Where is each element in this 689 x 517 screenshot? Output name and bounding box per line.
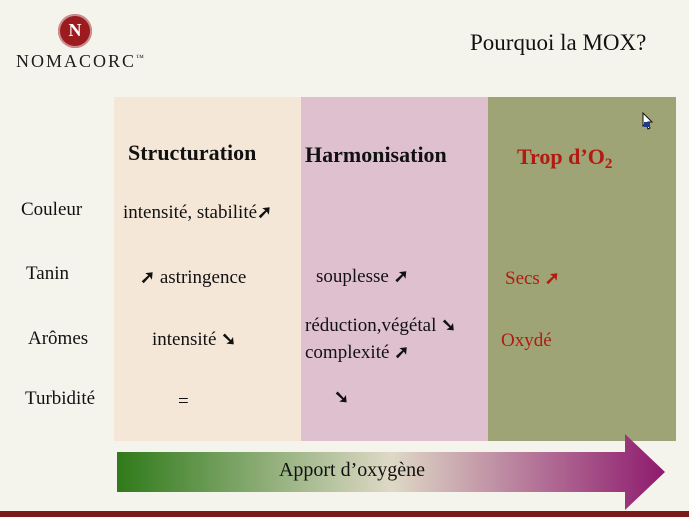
oxygen-arrow-label: Apport d’oxygène bbox=[278, 459, 426, 481]
cell-text: Secs bbox=[505, 268, 540, 289]
brand-name bbox=[16, 51, 146, 72]
arrow-up-icon: ➚ bbox=[257, 202, 273, 222]
cell-tanin-harmonisation bbox=[316, 266, 409, 288]
arrow-down-icon: ➘ bbox=[441, 315, 457, 335]
arrow-up-icon: ➚ bbox=[544, 268, 560, 288]
arrow-down-icon: ➘ bbox=[334, 387, 350, 407]
brand-text: NOMACORC bbox=[16, 51, 137, 71]
cell-turbidite-structuration: = bbox=[178, 391, 189, 412]
trademark-mark: ™ bbox=[136, 53, 146, 62]
row-label-turbidite: Turbidité bbox=[25, 388, 96, 409]
arrow-up-icon: ➚ bbox=[394, 342, 410, 362]
footer-divider bbox=[0, 511, 689, 517]
row-label-aromes: Arômes bbox=[28, 328, 89, 349]
header-trop-o2 bbox=[517, 144, 612, 173]
header-harmonisation: Harmonisation bbox=[305, 142, 447, 167]
cell-tanin-structuration bbox=[140, 267, 246, 289]
mouse-cursor-icon bbox=[642, 112, 654, 130]
cell-text: intensité, stabilité bbox=[123, 202, 258, 223]
cell-text: intensité bbox=[152, 329, 217, 350]
cell-text: complexité bbox=[305, 342, 390, 363]
cell-aromes-harmonisation-line1 bbox=[305, 315, 456, 337]
arrow-up-icon: ➚ bbox=[393, 266, 409, 286]
header-trop-o2-sub: 2 bbox=[604, 156, 613, 172]
cell-aromes-structuration bbox=[152, 329, 236, 351]
header-structuration: Structuration bbox=[128, 140, 257, 165]
cell-aromes-trop-o2: Oxydé bbox=[501, 330, 552, 351]
logo-letter: N bbox=[68, 20, 82, 40]
header-trop-o2-text: Trop d’O bbox=[517, 144, 605, 169]
cell-couleur-structuration bbox=[123, 202, 272, 224]
arrow-up-icon: ➚ bbox=[140, 267, 156, 287]
row-label-couleur: Couleur bbox=[21, 199, 83, 220]
cell-aromes-harmonisation-line2 bbox=[305, 342, 409, 364]
cell-turbidite-harmonisation bbox=[334, 387, 349, 409]
row-label-tanin: Tanin bbox=[26, 263, 69, 284]
arrow-down-icon: ➘ bbox=[221, 329, 237, 349]
cell-text: astringence bbox=[159, 267, 247, 288]
cell-tanin-trop-o2 bbox=[505, 268, 560, 290]
cell-text: souplesse bbox=[316, 266, 389, 287]
slide-title: Pourquoi la MOX? bbox=[470, 30, 647, 55]
cell-text: réduction,végétal bbox=[305, 315, 437, 336]
